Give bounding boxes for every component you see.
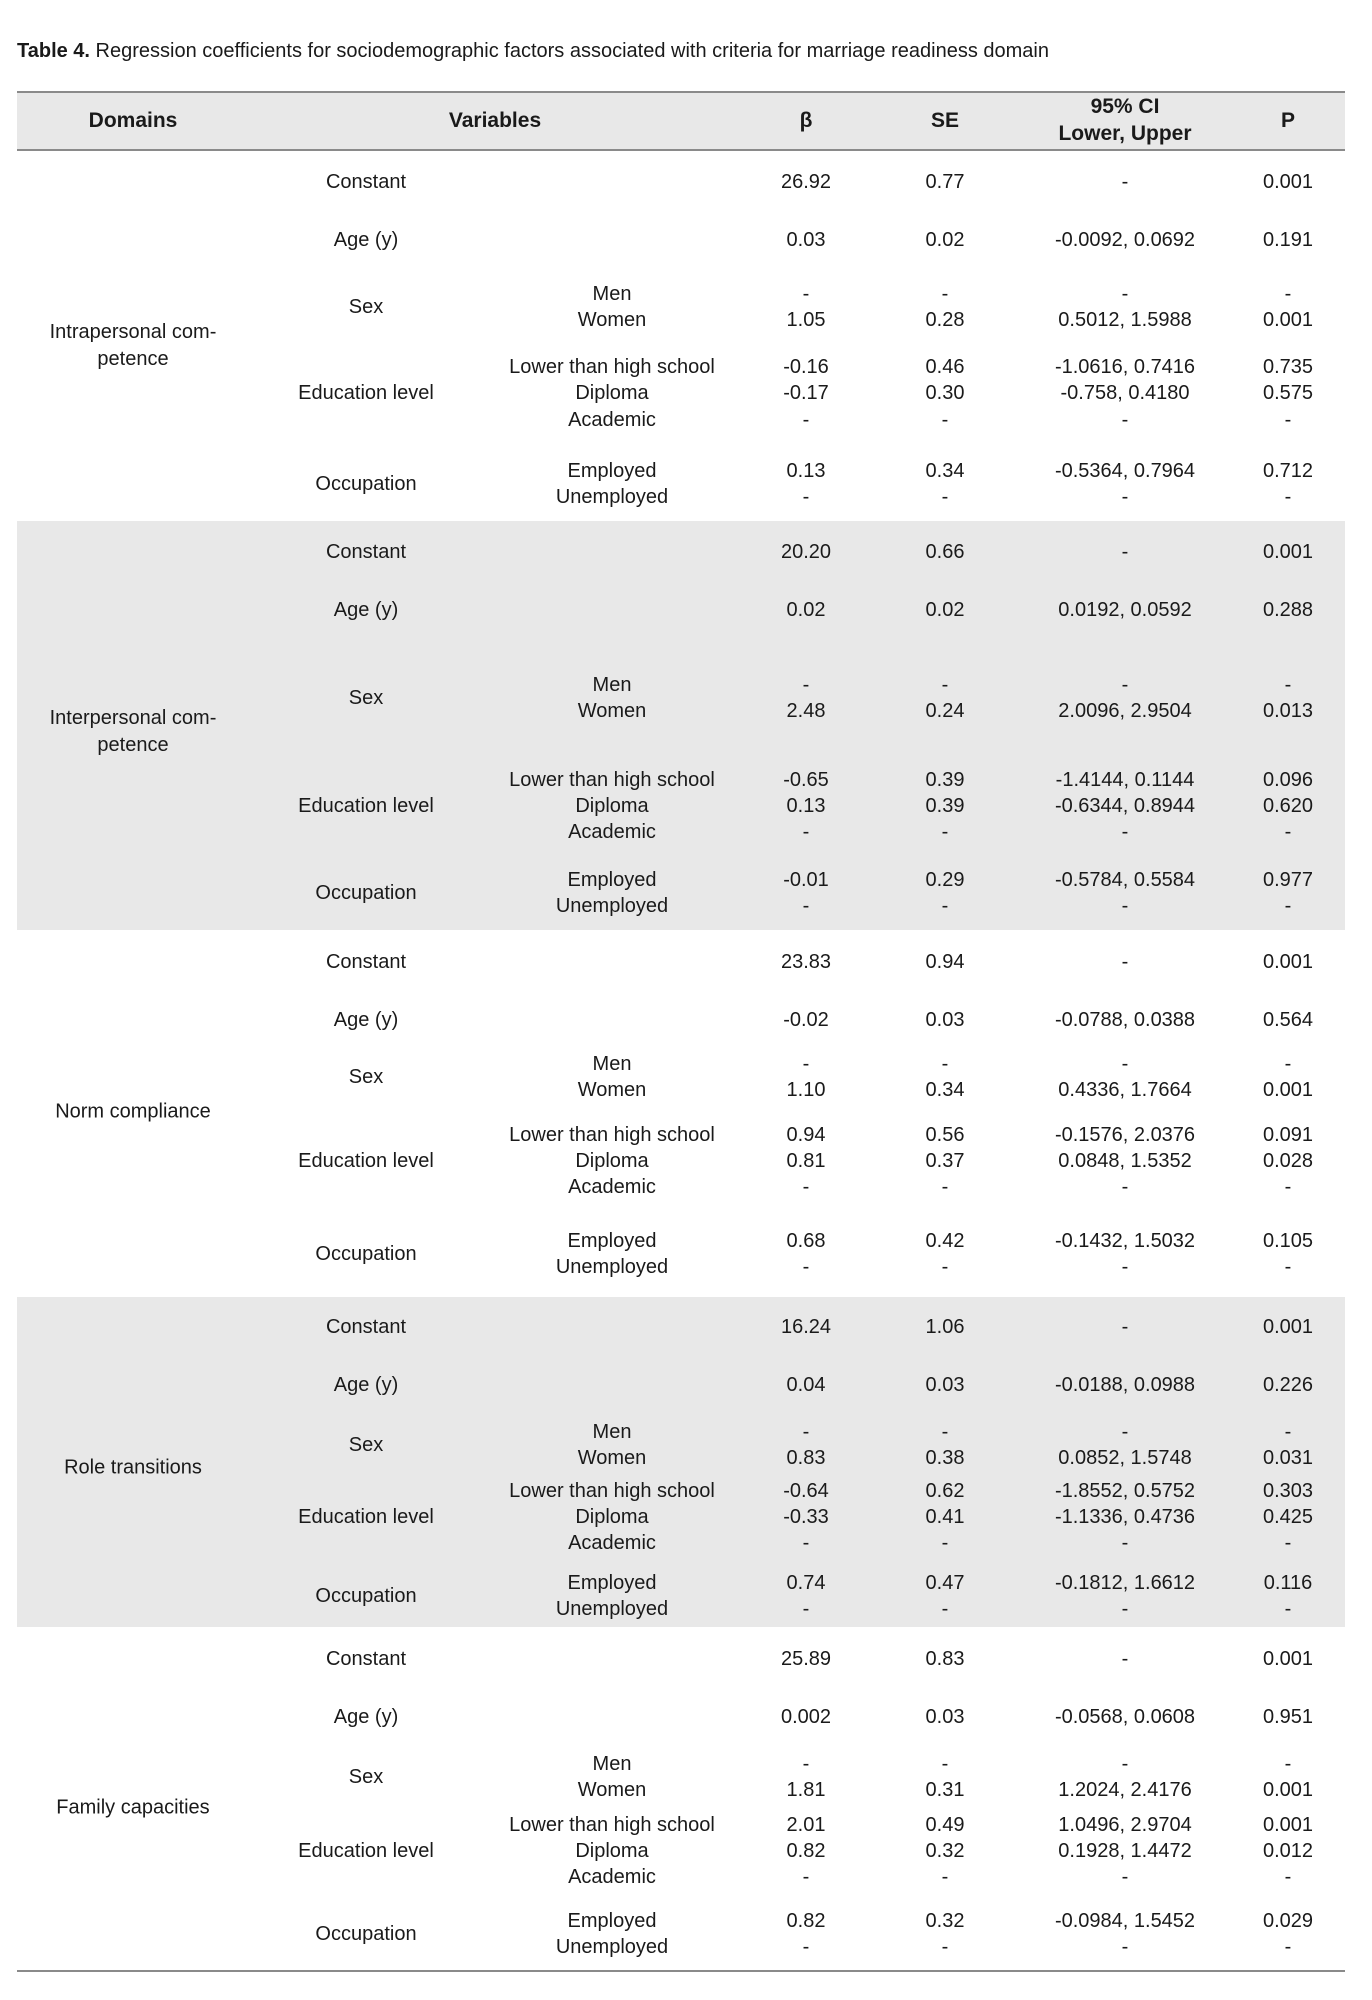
p-value: 0.303: [1262, 1480, 1314, 1502]
se-value: -: [941, 1176, 949, 1198]
ci-value: 0.0852, 1.5748: [1058, 1447, 1192, 1469]
se-value: -: [941, 674, 949, 696]
beta-value: 0.81: [786, 1150, 826, 1172]
ci-value: 1.0496, 2.9704: [1058, 1814, 1192, 1836]
variable-category: Diploma: [575, 1840, 649, 1862]
variable-label: Sex: [348, 1066, 384, 1088]
p-value: 0.425: [1262, 1506, 1314, 1528]
ci-value: -: [1121, 951, 1129, 973]
beta-value: 0.002: [780, 1706, 832, 1728]
ci-value: -: [1121, 1532, 1129, 1554]
variable-category: Men: [592, 1421, 632, 1443]
se-value: -: [941, 486, 949, 508]
se-value: 0.41: [925, 1506, 965, 1528]
variable-category: Academic: [568, 821, 656, 843]
header-ci: [1058, 93, 1191, 147]
ci-value: 0.0848, 1.5352: [1058, 1150, 1192, 1172]
beta-value: -: [802, 1936, 810, 1958]
se-value: 0.38: [925, 1447, 965, 1469]
se-value: 0.02: [925, 229, 965, 251]
beta-value: 0.13: [786, 795, 826, 817]
header-domains: Domains: [88, 109, 178, 132]
se-value: 0.28: [925, 309, 965, 331]
beta-value: -0.64: [783, 1480, 829, 1502]
domain-name: Family capacities: [56, 1796, 210, 1819]
header-p: P: [1280, 109, 1296, 132]
variable-category: Women: [577, 1079, 647, 1101]
beta-value: -: [802, 1176, 810, 1198]
se-value: 0.32: [925, 1840, 965, 1862]
se-value: -: [941, 283, 949, 305]
p-value: 0.028: [1262, 1150, 1314, 1172]
variable-category: Diploma: [575, 1506, 649, 1528]
variable-category: Lower than high school: [509, 1480, 715, 1502]
ci-value: -: [1121, 1753, 1129, 1775]
se-value: -: [941, 1053, 949, 1075]
p-value: 0.001: [1262, 1079, 1314, 1101]
ci-value: -: [1121, 1176, 1129, 1198]
variable-category: Academic: [568, 1532, 656, 1554]
se-value: 0.31: [925, 1779, 965, 1801]
se-value: 0.30: [925, 382, 965, 404]
variable-category: Men: [592, 1753, 632, 1775]
beta-value: -: [802, 821, 810, 843]
variable-category: Employed: [567, 1572, 657, 1594]
se-value: 0.42: [925, 1230, 965, 1252]
variable-category: Unemployed: [555, 1256, 669, 1278]
variable-category: Diploma: [575, 382, 649, 404]
se-value: -: [941, 1598, 949, 1620]
table-label: Table 4.: [17, 40, 90, 62]
p-value: 0.620: [1262, 795, 1314, 817]
ci-value: -: [1121, 1648, 1129, 1670]
variable-label: Constant: [325, 541, 407, 563]
ci-value: -1.1336, 0.4736: [1054, 1506, 1196, 1528]
beta-value: -: [802, 486, 810, 508]
variable-label: Age (y): [333, 599, 399, 621]
variable-label: Occupation: [315, 1585, 417, 1607]
beta-value: -: [802, 283, 810, 305]
ci-value: 0.1928, 1.4472: [1058, 1840, 1192, 1862]
p-value: 0.288: [1262, 599, 1314, 621]
se-value: 0.49: [925, 1814, 965, 1836]
header-ci-line1: 95% CI: [1090, 95, 1160, 118]
beta-value: 26.92: [780, 171, 832, 193]
p-value: -: [1284, 821, 1292, 843]
p-value: -: [1284, 1753, 1292, 1775]
beta-value: 0.82: [786, 1910, 826, 1932]
variable-category: Diploma: [575, 1150, 649, 1172]
variable-label: Age (y): [333, 1374, 399, 1396]
ci-value: -: [1121, 486, 1129, 508]
variable-label: Education level: [298, 382, 434, 404]
ci-value: -: [1121, 674, 1129, 696]
domain-name: Intrapersonal com- petence: [49, 321, 217, 370]
ci-value: -: [1121, 1866, 1129, 1888]
beta-value: -: [802, 409, 810, 431]
ci-value: 1.2024, 2.4176: [1058, 1779, 1192, 1801]
beta-value: 2.48: [786, 700, 826, 722]
se-value: 0.47: [925, 1572, 965, 1594]
ci-value: -0.5364, 0.7964: [1054, 460, 1196, 482]
ci-value: -0.758, 0.4180: [1060, 382, 1190, 404]
variable-label: Constant: [325, 951, 407, 973]
variable-label: Occupation: [315, 882, 417, 904]
variable-category: Lower than high school: [509, 1814, 715, 1836]
beta-value: 16.24: [780, 1316, 832, 1338]
ci-value: -: [1121, 1421, 1129, 1443]
variable-category: Women: [577, 700, 647, 722]
beta-value: -0.01: [783, 869, 829, 891]
beta-value: 20.20: [780, 541, 832, 563]
p-value: 0.116: [1263, 1572, 1313, 1594]
variable-category: Diploma: [575, 795, 649, 817]
beta-value: -: [802, 1598, 810, 1620]
ci-value: -: [1121, 1053, 1129, 1075]
beta-value: 1.10: [786, 1079, 826, 1101]
se-value: -: [941, 1753, 949, 1775]
variable-category: Academic: [568, 1866, 656, 1888]
variable-label: Age (y): [333, 1706, 399, 1728]
p-value: 0.001: [1262, 1316, 1314, 1338]
variable-category: Unemployed: [555, 1936, 669, 1958]
p-value: 0.029: [1262, 1910, 1314, 1932]
ci-value: -0.0788, 0.0388: [1054, 1009, 1196, 1031]
p-value: -: [1284, 1936, 1292, 1958]
ci-value: -0.6344, 0.8944: [1054, 795, 1196, 817]
beta-value: 0.13: [786, 460, 826, 482]
p-value: 0.012: [1262, 1840, 1314, 1862]
header-rule: [17, 149, 1345, 151]
variable-category: Employed: [567, 869, 657, 891]
beta-value: -0.02: [783, 1009, 829, 1031]
se-value: 0.24: [925, 700, 965, 722]
ci-value: 2.0096, 2.9504: [1058, 700, 1192, 722]
p-value: 0.105: [1262, 1230, 1314, 1252]
table-caption: [17, 40, 1049, 63]
ci-value: -0.0568, 0.0608: [1054, 1706, 1196, 1728]
se-value: 1.06: [925, 1316, 965, 1338]
se-value: 0.37: [925, 1150, 965, 1172]
se-value: -: [941, 1421, 949, 1443]
se-value: -: [941, 895, 949, 917]
p-value: -: [1284, 1866, 1292, 1888]
ci-value: -: [1121, 821, 1129, 843]
bottom-rule: [17, 1970, 1345, 1972]
variable-category: Men: [592, 1053, 632, 1075]
ci-value: -0.0092, 0.0692: [1054, 229, 1196, 251]
variable-category: Academic: [568, 409, 656, 431]
variable-label: Sex: [348, 1766, 384, 1788]
beta-value: 0.94: [786, 1124, 826, 1146]
ci-value: -: [1121, 1598, 1129, 1620]
header-ci-line2: Lower, Upper: [1058, 122, 1192, 145]
beta-value: 0.74: [786, 1572, 826, 1594]
variable-label: Constant: [325, 171, 407, 193]
variable-label: Education level: [298, 795, 434, 817]
beta-value: 0.03: [786, 229, 826, 251]
p-value: -: [1284, 1421, 1292, 1443]
variable-category: Women: [577, 309, 647, 331]
beta-value: -: [802, 1421, 810, 1443]
ci-value: -1.8552, 0.5752: [1054, 1480, 1196, 1502]
se-value: -: [941, 821, 949, 843]
variable-label: Constant: [325, 1316, 407, 1338]
p-value: -: [1284, 1598, 1292, 1620]
ci-value: -: [1121, 283, 1129, 305]
p-value: -: [1284, 283, 1292, 305]
se-value: -: [941, 1936, 949, 1958]
ci-value: -: [1121, 171, 1129, 193]
ci-value: -: [1121, 1256, 1129, 1278]
variable-label: Occupation: [315, 473, 417, 495]
p-value: 0.735: [1262, 356, 1314, 378]
se-value: 0.03: [925, 1009, 965, 1031]
p-value: 0.951: [1262, 1706, 1314, 1728]
ci-value: -0.1432, 1.5032: [1054, 1230, 1196, 1252]
variable-label: Education level: [298, 1506, 434, 1528]
beta-value: -: [802, 1866, 810, 1888]
variable-label: Education level: [298, 1840, 434, 1862]
variable-category: Unemployed: [555, 895, 669, 917]
ci-value: -1.0616, 0.7416: [1054, 356, 1196, 378]
ci-value: 0.0192, 0.0592: [1058, 599, 1192, 621]
se-value: 0.83: [925, 1648, 965, 1670]
variable-category: Unemployed: [555, 486, 669, 508]
ci-value: -: [1121, 1316, 1129, 1338]
se-value: 0.02: [925, 599, 965, 621]
se-value: -: [941, 409, 949, 431]
variable-category: Women: [577, 1779, 647, 1801]
beta-value: 0.82: [786, 1840, 826, 1862]
p-value: 0.001: [1262, 1779, 1314, 1801]
beta-value: 1.05: [786, 309, 826, 331]
beta-value: -: [802, 674, 810, 696]
ci-value: -0.0984, 1.5452: [1054, 1910, 1196, 1932]
variable-label: Occupation: [315, 1923, 417, 1945]
variable-label: Sex: [348, 1434, 384, 1456]
beta-value: -0.33: [783, 1506, 829, 1528]
variable-category: Employed: [567, 1910, 657, 1932]
variable-category: Men: [592, 674, 632, 696]
p-value: 0.001: [1262, 541, 1314, 563]
ci-value: -0.1812, 1.6612: [1054, 1572, 1196, 1594]
p-value: 0.575: [1262, 382, 1314, 404]
variable-category: Men: [592, 283, 632, 305]
se-value: 0.77: [925, 171, 965, 193]
variable-label: Sex: [348, 296, 384, 318]
domain-name: Interpersonal com- petence: [49, 707, 217, 756]
beta-value: -: [802, 1256, 810, 1278]
beta-value: 0.83: [786, 1447, 826, 1469]
ci-value: -: [1121, 409, 1129, 431]
se-value: 0.34: [925, 1079, 965, 1101]
p-value: 0.091: [1262, 1124, 1314, 1146]
variable-category: Unemployed: [555, 1598, 669, 1620]
beta-value: 0.02: [786, 599, 826, 621]
ci-value: 0.5012, 1.5988: [1058, 309, 1192, 331]
header-variables: Variables: [448, 109, 542, 132]
ci-value: -0.1576, 2.0376: [1054, 1124, 1196, 1146]
p-value: 0.001: [1262, 951, 1314, 973]
variable-category: Women: [577, 1447, 647, 1469]
se-value: 0.94: [925, 951, 965, 973]
ci-value: -0.5784, 0.5584: [1054, 869, 1196, 891]
variable-category: Academic: [568, 1176, 656, 1198]
beta-value: 0.04: [786, 1374, 826, 1396]
p-value: 0.013: [1262, 700, 1314, 722]
se-value: 0.39: [925, 769, 965, 791]
se-value: -: [941, 1866, 949, 1888]
se-value: 0.39: [925, 795, 965, 817]
beta-value: -0.17: [783, 382, 829, 404]
p-value: -: [1284, 674, 1292, 696]
p-value: 0.096: [1262, 769, 1314, 791]
p-value: -: [1284, 409, 1292, 431]
se-value: 0.56: [925, 1124, 965, 1146]
header-se: SE: [930, 109, 960, 132]
p-value: -: [1284, 1532, 1292, 1554]
p-value: 0.226: [1262, 1374, 1314, 1396]
ci-value: -: [1121, 1936, 1129, 1958]
p-value: 0.564: [1262, 1009, 1314, 1031]
se-value: 0.62: [925, 1480, 965, 1502]
p-value: 0.001: [1262, 171, 1314, 193]
p-value: 0.001: [1262, 1814, 1314, 1836]
beta-value: -: [802, 1753, 810, 1775]
se-value: 0.03: [925, 1706, 965, 1728]
table-caption-text: Regression coefficients for sociodemographic factors associated with criteria for marriage readiness domain: [90, 40, 1049, 62]
se-value: -: [941, 1256, 949, 1278]
beta-value: 25.89: [780, 1648, 832, 1670]
p-value: -: [1284, 895, 1292, 917]
se-value: 0.32: [925, 1910, 965, 1932]
beta-value: -: [802, 895, 810, 917]
p-value: 0.001: [1262, 309, 1314, 331]
beta-value: 1.81: [786, 1779, 826, 1801]
ci-value: -1.4144, 0.1144: [1055, 769, 1195, 791]
se-value: 0.29: [925, 869, 965, 891]
beta-value: 2.01: [786, 1814, 826, 1836]
domain-name: Norm compliance: [55, 1100, 211, 1123]
variable-category: Employed: [567, 460, 657, 482]
ci-value: -: [1121, 541, 1129, 563]
p-value: 0.001: [1262, 1648, 1314, 1670]
beta-value: -0.65: [783, 769, 829, 791]
p-value: -: [1284, 486, 1292, 508]
variable-label: Age (y): [333, 229, 399, 251]
p-value: 0.712: [1262, 460, 1314, 482]
variable-label: Age (y): [333, 1009, 399, 1031]
beta-value: -: [802, 1532, 810, 1554]
se-value: 0.66: [925, 541, 965, 563]
variable-category: Lower than high school: [509, 1124, 715, 1146]
variable-label: Sex: [348, 687, 384, 709]
ci-value: 0.4336, 1.7664: [1058, 1079, 1192, 1101]
beta-value: 0.68: [786, 1230, 826, 1252]
se-value: 0.46: [925, 356, 965, 378]
beta-value: -: [802, 1053, 810, 1075]
variable-label: Occupation: [315, 1243, 417, 1265]
domain-name: Role transitions: [64, 1456, 202, 1479]
beta-value: -0.16: [783, 356, 829, 378]
se-value: -: [941, 1532, 949, 1554]
ci-value: -: [1121, 895, 1129, 917]
variable-label: Constant: [325, 1648, 407, 1670]
header-beta: β: [799, 109, 813, 132]
se-value: 0.34: [925, 460, 965, 482]
beta-value: 23.83: [780, 951, 832, 973]
variable-category: Employed: [567, 1230, 657, 1252]
p-value: -: [1284, 1256, 1292, 1278]
ci-value: -0.0188, 0.0988: [1054, 1374, 1196, 1396]
p-value: 0.191: [1262, 229, 1314, 251]
variable-category: Lower than high school: [509, 356, 715, 378]
variable-category: Lower than high school: [509, 769, 715, 791]
variable-label: Education level: [298, 1150, 434, 1172]
p-value: -: [1284, 1053, 1292, 1075]
p-value: 0.977: [1262, 869, 1314, 891]
p-value: 0.031: [1262, 1447, 1314, 1469]
p-value: -: [1284, 1176, 1292, 1198]
se-value: 0.03: [925, 1374, 965, 1396]
